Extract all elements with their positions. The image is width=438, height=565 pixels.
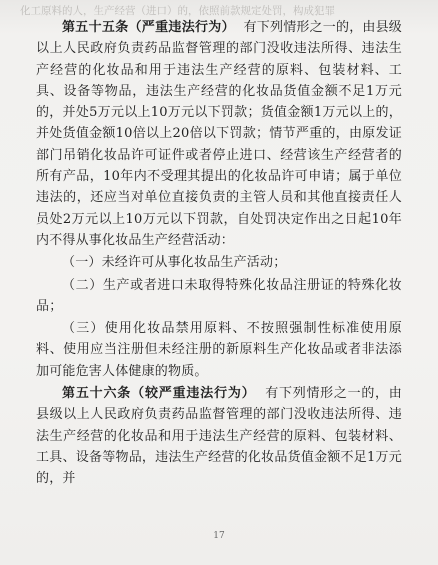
article-55-heading: 第五十五条（严重违法行为） (62, 20, 235, 35)
article-55 (36, 17, 402, 251)
page-number: 17 (213, 531, 225, 541)
article-56-heading: 第五十六条（较严重违法行为） (62, 386, 256, 402)
article-55-item-2: （二）生产或者进口未取得特殊化妆品注册证的特殊化妆品； (36, 277, 402, 314)
article-55-item-3: （三）使用化妆品禁用原料、不按照强制性标准使用原料、使用应当注册但未经注册的新原料生产化妆品或者非法添加可能危害人体健康的物质。 (36, 321, 402, 379)
article-56 (36, 383, 402, 489)
article-56-body: 有下列情形之一的，由县级以上人民政府负责药品监督管理的部门没收违法所得、违法生产经营的化妆品和用于违法生产经营的原料、包装材料、工具、设备等物品，违法生产经营的化妆品货值金额不足1万元的，并 (36, 386, 402, 487)
faint-header-text: 化工原料的人，生产经营（进口）的，依照前款规定处罚，构成犯罪 (20, 5, 335, 17)
article-55-item-1: （一）未经许可从事化妆品生产活动； (62, 255, 287, 271)
article-55-body: 有下列情形之一的，由县级以上人民政府负责药品监督管理的部门没收违法所得、违法生产经营的化妆品和用于违法生产经营的原料、包装材料、工具、设备等物品，违法生产经营的化妆品货值金额不足1万元的，并处5万元以上10万元以下罚款；货值金额1万元以上的，并处货值金额10倍以上20倍以下罚款；情节严重的，由原发证部门吊销化妆品许可证件或者停止进口、经营该生产经营者的所有产品，10年内不受理其提出的化妆品许可申请；属于单位违法的，还应当对单位直接负责的主管人员和其他直接责任人员处2万元以上10万元以下罚款，自处罚决定作出之日起10年内不得从事化妆品生产经营活动： (36, 20, 403, 248)
document-body (36, 17, 402, 490)
